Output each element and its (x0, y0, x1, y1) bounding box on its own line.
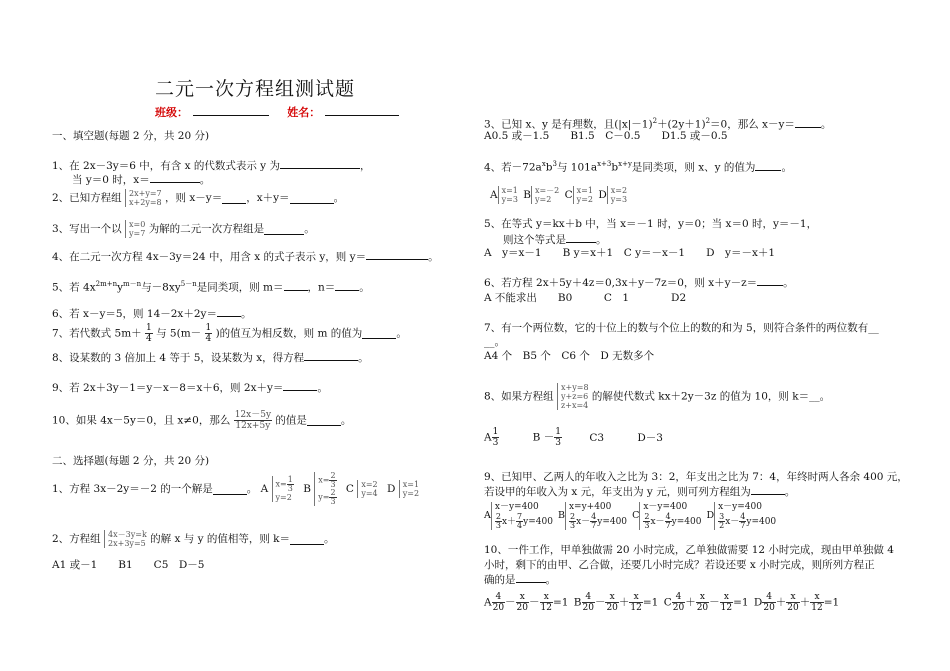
page-title: 二元一次方程组测试题 (155, 78, 356, 100)
option-c[interactable]: C x－y=400 $\frac{2}{3}$ x－ $\frac{4}{7}$ y=400 (632, 502, 702, 530)
choice-question-7: 7、有一个两位数，它的十位上的数与个位上的数的和为 5，则符合条件的两位数有__ (484, 322, 879, 334)
option-d[interactable]: D $\frac{4}{20}$ ＋ $\frac{x}{20}$ ＋ $\frac{x}{12}$ =1 (753, 592, 840, 613)
option-d[interactable]: D x=2 y=3 (598, 186, 628, 204)
option-b[interactable]: B － $\frac{1}{3}$ (532, 427, 561, 448)
answer-blank[interactable] (516, 572, 546, 583)
answer-blank[interactable] (566, 232, 596, 243)
choice-question-10-options (484, 592, 845, 613)
answer-blank[interactable] (335, 280, 359, 291)
question-2: 2、已知方程组 2x+y=7 x+2y=8 ，则 x－y＝ ，x＋y＝ 。 (52, 189, 345, 207)
answer-blank[interactable] (757, 275, 783, 286)
section-choice-heading: 二、选择题(每题 2 分，共 20 分) (52, 455, 210, 467)
option-d[interactable]: D－3 (637, 431, 663, 444)
choice-question-7-part2: __。 (484, 336, 505, 348)
equation-system: 4x－3y=k 2x+3y=5 (104, 530, 147, 548)
choice-question-5: 5、在等式 y＝kx＋b 中，当 x＝－1 时，y＝0；当 x＝0 时，y＝－1， (484, 218, 818, 230)
answer-blank[interactable] (264, 224, 304, 235)
choice-question-9-part2: 若设甲的年收入为 x 元，年支出为 y 元，则可列方程组为 。 (484, 486, 796, 498)
option-d[interactable]: D x－y=400 $\frac{3}{2}$ x－ $\frac{4}{7}$ y=400 (706, 502, 777, 530)
choice-question-7-options[interactable]: A4 个 B5 个 C6 个 D 无数多个 (484, 350, 655, 362)
choice-question-1: 1、方程 3x－2y＝－2 的一个解是 。 A x= $\frac{1}{3}$ y=2 B x= $\frac{2}{3}$ y= $\frac{2}{3}$ C x=2 y=4 D x=1 y=2 (52, 471, 420, 506)
choice-question-6: 6、若方程 2x＋5y＋4z＝0,3x＋y－7z＝0，则 x＋y－z＝ 。 (484, 277, 794, 289)
choice-question-3: 3、已知 x、y 是有理数，且$(|x|-1)^2+(2y+1)^2=0$，那么 x－y＝ 。 (484, 117, 832, 131)
question-1-part2: 当 y＝0 时，x＝ 。 (72, 174, 211, 186)
answer-blank[interactable] (362, 328, 396, 339)
class-field[interactable] (193, 105, 269, 116)
name-label: 姓名： (287, 106, 321, 119)
choice-question-8: 8、如果方程组 x+y=8 y+z=6 z+x=4 的解使代数式 kx＋2y－3z 的值为 10，则 k＝__。 (484, 383, 831, 410)
equation-system: 2x+y=7 x+2y=8 (125, 189, 162, 207)
option-a[interactable]: A $\frac{1}{3}$ (484, 427, 499, 448)
answer-blank[interactable] (366, 249, 428, 260)
answer-blank[interactable] (222, 193, 246, 204)
answer-blank[interactable] (217, 306, 241, 317)
option-a[interactable]: A $\frac{4}{20}$ － $\frac{x}{20}$ － $\frac{x}{12}$ =1 (484, 592, 569, 613)
choice-question-8-options (484, 427, 669, 448)
question-7: 7、若代数式 5m＋ $\frac{1}{4}$ 与 5(m－ $\frac{1}{4}$ )的值互为相反数，则 m 的值为 。 (52, 323, 407, 344)
answer-blank[interactable] (290, 534, 324, 545)
equation-system: x=0 y=7 (125, 220, 145, 238)
answer-blank[interactable] (150, 172, 200, 183)
choice-question-9-options (484, 502, 782, 530)
answer-blank[interactable] (213, 484, 247, 495)
question-1: 1、在 2x－3y＝6 中，有含 x 的代数式表示 y 为 ， (52, 160, 371, 172)
answer-blank[interactable] (755, 160, 781, 171)
option-a[interactable]: A x= $\frac{1}{3}$ y=2 (260, 475, 293, 502)
choice-question-5-options[interactable]: A y＝x－1 B y＝x＋1 C y＝－x－1 D y＝－x＋1 (484, 247, 776, 259)
option-a[interactable]: A x－y=400 $\frac{2}{3}$ x＋ $\frac{7}{4}$ y=400 (484, 502, 553, 530)
answer-blank[interactable] (290, 193, 334, 204)
answer-blank[interactable] (751, 484, 785, 495)
choice-question-9: 9、已知甲、乙两人的年收入之比为 3：2，年支出之比为 7：4，年终时两人各余 400 元， (484, 471, 908, 483)
choice-question-2: 2、方程组 4x－3y=k 2x+3y=5 的解 x 与 y 的值相等，则 k＝ 。 (52, 530, 335, 548)
option-b[interactable]: B x=y+400 $\frac{2}{3}$ x－ $\frac{4}{7}$ y=400 (557, 502, 628, 530)
answer-blank[interactable] (795, 117, 821, 128)
fraction: $\frac{12x-5y}{12x+5y}$ (234, 410, 272, 431)
student-info-row (155, 101, 399, 120)
answer-blank[interactable] (307, 415, 341, 426)
question-4: 4、在二元一次方程 4x－3y＝24 中，用含 x 的式子表示 y，则 y＝ 。 (52, 251, 439, 263)
choice-question-4-options (490, 186, 633, 204)
answer-blank[interactable] (280, 158, 360, 169)
choice-question-10: 10、一件工作，甲单独做需 20 小时完成，乙单独做需要 12 小时完成，现由甲单独做 4 (484, 544, 894, 556)
option-b[interactable]: B x= $\frac{2}{3}$ y= $\frac{2}{3}$ (303, 471, 336, 506)
option-c[interactable]: C x=2 y=4 (345, 480, 378, 498)
option-a[interactable]: A x=1 y=3 (490, 186, 518, 204)
choice-question-6-options[interactable]: A 不能求出 B0 C 1 D2 (484, 292, 687, 304)
choice-question-5-part2: 则这个等式是 。 (503, 234, 607, 246)
fraction: $\frac{1}{4}$ (146, 323, 152, 344)
option-c[interactable]: C3 (589, 431, 605, 444)
option-c[interactable]: C $\frac{4}{20}$ ＋ $\frac{x}{20}$ － $\frac{x}{12}$ =1 (663, 592, 749, 613)
answer-blank[interactable] (283, 380, 317, 391)
equation-system: x+y=8 y+z=6 z+x=4 (557, 383, 589, 410)
option-b[interactable]: B $\frac{4}{20}$ － $\frac{x}{20}$ ＋ $\frac{x}{12}$ =1 (573, 592, 659, 613)
choice-question-10-part2: 小时，剩下的由甲、乙合做，还要几小时完成？若设还要 x 小时完成，则所列方程正 (484, 559, 875, 571)
choice-question-2-options[interactable]: A1 或－1 B1 C5 D－5 (52, 559, 205, 571)
answer-blank[interactable] (304, 350, 358, 361)
question-9: 9、若 2x＋3y－1＝y－x－8＝x＋6，则 2x＋y＝ 。 (52, 382, 328, 394)
question-5: 5、若 $4x^{2m+n}y^{m-n}$与$-8xy^{5-n}$是同类项，则 m＝ ，n＝ 。 (52, 280, 370, 294)
answer-blank[interactable] (284, 280, 308, 291)
class-label: 班级： (155, 106, 188, 119)
name-field[interactable] (325, 105, 399, 116)
section-fill-blank-heading: 一、填空题(每题 2 分，共 20 分) (52, 130, 210, 142)
option-b[interactable]: B x=－2 y=2 (523, 186, 560, 204)
choice-question-4: 4、若$-72a^xb^3$与 $101a^{x+3}b^{x+y}$是同类项，则 x、y 的值为 。 (484, 160, 792, 174)
question-3: 3、写出一个以 x=0 y=7 为解的二元一次方程组是 。 (52, 220, 315, 238)
question-6: 6、若 x－y＝5，则 14－2x＋2y＝ 。 (52, 308, 252, 320)
option-d[interactable]: D x=1 y=2 (386, 480, 420, 498)
question-10: 10、如果 4x－5y＝0，且 x≠0，那么 $\frac{12x-5y}{12x+5y}$ 的值是 。 (52, 410, 352, 431)
fraction: $\frac{1}{4}$ (205, 323, 212, 344)
choice-question-10-part3: 确的是 。 (484, 574, 556, 586)
option-c[interactable]: C x=1 y=2 (564, 186, 593, 204)
question-8: 8、设某数的 3 倍加上 4 等于 5，设某数为 x，得方程 。 (52, 352, 369, 364)
choice-question-3-options[interactable]: A0.5 或－1.5 B1.5 C－0.5 D1.5 或－0.5 (484, 130, 728, 142)
